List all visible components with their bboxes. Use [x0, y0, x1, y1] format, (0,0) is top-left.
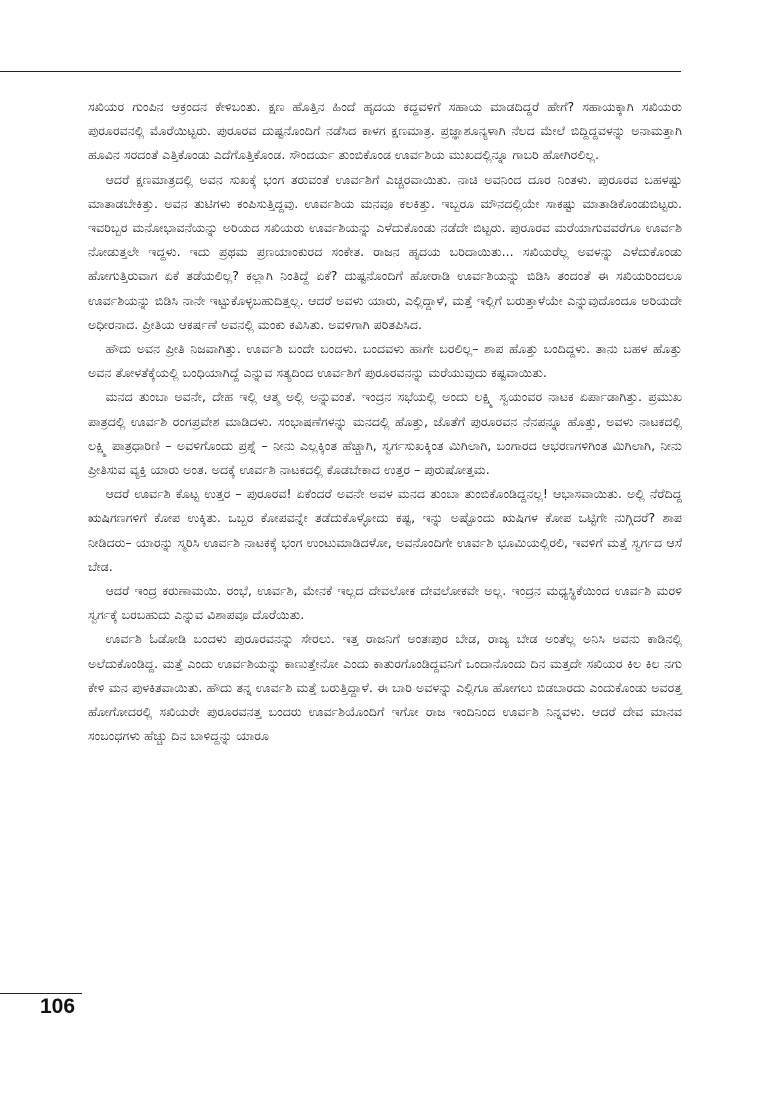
paragraph: ಹೌದು ಅವನ ಪ್ರೀತಿ ನಿಜವಾಗಿತ್ತು. ಊರ್ವಶಿ ಬಂದೇ ಬಂದಳು. ಬಂದವಳು ಹಾಗೇ ಬರಲಿಲ್ಲ– ಶಾಪ ಹೊತ್ತು ಬಂದಿದ್ದಳು. ತಾನು ಬಹಳ ಹೊತ್ತು ಅವನ ತೋಳತೆಕ್ಕೆಯಲ್ಲಿ ಬಂಧಿಯಾಗಿದ್ದೆ ಎನ್ನುವ ಸತ್ಯದಿಂದ ಊರ್ವಶಿಗೆ ಪುರೂರವನನ್ನು ಮರೆಯುವುದು ಕಷ್ಟವಾಯಿತು. — [88, 341, 682, 381]
paragraph: ಆದರೆ ಇಂದ್ರ ಕರುಣಾಮಯಿ. ರಂಭೆ, ಊರ್ವಶಿ, ಮೇನಕೆ ಇಲ್ಲದ ದೇವಲೋಕ ದೇವಲೋಕವೇ ಅಲ್ಲ. ಇಂದ್ರನ ಮಧ್ಯಸ್ಥಿಕೆಯಿಂದ ಊರ್ವಶಿ ಮರಳಿ ಸ್ವರ್ಗಕ್ಕೆ ಬರಬಹುದು ಎನ್ನುವ ವಿಶಾಪವೂ ದೊರೆಯಿತು. — [88, 583, 682, 623]
page-number: 106 — [40, 995, 76, 1018]
header-rule — [0, 71, 681, 72]
paragraph: ಮನದ ತುಂಬಾ ಅವನೇ, ದೇಹ ಇಲ್ಲಿ ಆತ್ಮ ಅಲ್ಲಿ ಅನ್ನುವಂತೆ. ಇಂದ್ರನ ಸಭೆಯಲ್ಲಿ ಅಂದು ಲಕ್ಷ್ಮಿ ಸ್ವಯಂವರ ನಾಟಕ ಏರ್ಪಾಡಾಗಿತ್ತು. ಪ್ರಮುಖ ಪಾತ್ರದಲ್ಲಿ ಊರ್ವಶಿ ರಂಗಪ್ರವೇಶ ಮಾಡಿದಳು. ಸಂಭಾಷಣೆಗಳನ್ನು ಮನದಲ್ಲಿ ಹೊತ್ತು, ಜೊತೆಗೆ ಪುರೂರವನ ನೆನಪನ್ನೂ ಹೊತ್ತು, ಅವಳು ನಾಟಕದಲ್ಲಿ ಲಕ್ಷ್ಮಿ ಪಾತ್ರಧಾರಿಣಿ – ಅವಳಿಗೊಂದು ಪ್ರಶ್ನೆ – ನೀನು ಎಲ್ಲಕ್ಕಿಂತ ಹೆಚ್ಚಾಗಿ, ಸ್ವರ್ಗಸುಖಕ್ಕಿಂತ ಮಿಗಿಲಾಗಿ, ಬಂಗಾರದ ಆಭರಣಗಳಿಗಿಂತ ಮಿಗಿಲಾಗಿ, ನೀನು ಪ್ರೀತಿಸುವ ವ್ಯಕ್ತಿ ಯಾರು ಅಂತ. ಅದಕ್ಕೆ ಊರ್ವಶಿ ನಾಟಕದಲ್ಲಿ ಕೊಡಬೇಕಾದ ಉತ್ತರ – ಪುರುಷೋತ್ತಮ. — [88, 389, 682, 478]
paragraph: ಊರ್ವಶಿ ಓಡೋಡಿ ಬಂದಳು ಪುರೂರವನನ್ನು ಸೇರಲು. ಇತ್ತ ರಾಜನಿಗೆ ಅಂತಃಪುರ ಬೇಡ, ರಾಜ್ಯ ಬೇಡ ಅಂತೆಲ್ಲ ಅನಿಸಿ ಅವನು ಕಾಡಿನಲ್ಲಿ ಅಲೆದುಕೊಂಡಿದ್ದ. ಮತ್ತೆ ಎಂದು ಊರ್ವಶಿಯನ್ನು ಕಾಣುತ್ತೇನೋ ಎಂದು ಕಾತುರಗೊಂಡಿದ್ದವನಿಗೆ ಒಂದಾನೊಂದು ದಿನ ಮತ್ತದೇ ಸಖಿಯರ ಕಿಲ ಕಿಲ ನಗು ಕೇಳಿ ಮನ ಪುಳಕಿತವಾಯಿತು. ಹೌದು ತನ್ನ ಊರ್ವಶಿ ಮತ್ತೆ ಬರುತ್ತಿದ್ದಾಳೆ. ಈ ಬಾರಿ ಅವಳನ್ನು ಎಲ್ಲಿಗೂ ಹೋಗಲು ಬಿಡಬಾರದು ಎಂದುಕೊಂಡು ಅವರತ್ತ ಹೋಗೋದರಲ್ಲಿ ಸಖಿಯರೇ ಪುರೂರವನತ್ತ ಬಂದರು ಊರ್ವಶಿಯೊಂದಿಗೆ ಇಗೋ ರಾಜ ಇಂದಿನಿಂದ ಊರ್ವಶಿ ನಿನ್ನವಳು. ಆದರೆ ದೇವ ಮಾನವ ಸಂಬಂಧಗಳು ಹೆಚ್ಚು ದಿನ ಬಾಳಿದ್ದನ್ನು ಯಾರೂ — [88, 631, 682, 744]
paragraph: ಸಖಿಯರ ಗುಂಪಿನ ಆಕ್ರಂದನ ಕೇಳಿಬಂತು. ಕ್ಷಣ ಹೊತ್ತಿನ ಹಿಂದೆ ಹೃದಯ ಕದ್ದವಳಿಗೆ ಸಹಾಯ ಮಾಡದಿದ್ದರೆ ಹೇಗೆ? ಸಹಾಯಕ್ಕಾಗಿ ಸಖಿಯರು ಪುರೂರವನಲ್ಲಿ ಮೊರೆಯಿಟ್ಟರು. ಪುರೂರವ ದುಷ್ಟನೊಂದಿಗೆ ನಡೆಸಿದ ಕಾಳಗ ಕ್ಷಣಮಾತ್ರ. ಪ್ರಜ್ಞಾಶೂನ್ಯಳಾಗಿ ನೆಲದ ಮೇಲೆ ಬಿದ್ದಿದ್ದವಳನ್ನು ಅನಾಮತ್ತಾಗಿ ಹೂವಿನ ಸರದಂತೆ ಎತ್ತಿಕೊಂಡು ಎದೆಗೊತ್ತಿಕೊಂಡ. ಸೌಂದರ್ಯ ತುಂಬಿಕೊಂಡ ಊರ್ವಶಿಯ ಮುಖದಲ್ಲಿನ್ನೂ ಗಾಬರಿ ಹೋಗಿರಲಿಲ್ಲ. — [88, 99, 682, 163]
paragraph: ಆದರೆ ಕ್ಷಣಮಾತ್ರದಲ್ಲಿ ಅವನ ಸುಖಕ್ಕೆ ಭಂಗ ತರುವಂತೆ ಊರ್ವಶಿಗೆ ಎಚ್ಚರವಾಯಿತು. ನಾಚಿ ಅವನಿಂದ ದೂರ ನಿಂತಳು. ಪುರೂರವ ಬಹಳಷ್ಟು ಮಾತಾಡಬೇಕಿತ್ತು. ಅವನ ತುಟಿಗಳು ಕಂಪಿಸುತ್ತಿದ್ದವು. ಊರ್ವಶಿಯ ಮನವೂ ಕಲಕಿತ್ತು. ಇಬ್ಬರೂ ಮೌನದಲ್ಲಿಯೇ ಸಾಕಷ್ಟು ಮಾತಾಡಿಕೊಂಡುಬಿಟ್ಟರು. ಇವರಿಬ್ಬರ ಮನೋಭಾವನೆಯನ್ನು ಅರಿಯದ ಸಖಿಯರು ಊರ್ವಶಿಯನ್ನು ಎಳೆದುಕೊಂಡು ನಡೆದೇ ಬಿಟ್ಟರು. ಪುರೂರವ ಮರೆಯಾಗುವವರೆಗೂ ಊರ್ವಶಿ ನೋಡುತ್ತಲೇ ಇದ್ದಳು. ಇದು ಪ್ರಥಮ ಪ್ರಣಯಾಂಕುರದ ಸಂಕೇತ. ರಾಜನ ಹೃದಯ ಬರಿದಾಯಿತು... ಸಖಿಯರೆಲ್ಲ ಅವಳನ್ನು ಎಳೆದುಕೊಂಡು ಹೋಗುತ್ತಿರುವಾಗ ಏಕೆ ತಡೆಯಲಿಲ್ಲ? ಕಲ್ಲಾಗಿ ನಿಂತಿದ್ದೆ ಏಕೆ? ದುಷ್ಟನೊಂದಿಗೆ ಹೋರಾಡಿ ಊರ್ವಶಿಯನ್ನು ಬಿಡಿಸಿ ತಂದಂತೆ ಈ ಸಖಿಯರಿಂದಲೂ ಊರ್ವಶಿಯನ್ನು ಬಿಡಿಸಿ ನಾನೇ ಇಟ್ಟುಕೊಳ್ಳಬಹುದಿತ್ತಲ್ಲ. ಆದರೆ ಅವಳು ಯಾರು, ಎಲ್ಲಿದ್ದಾಳೆ, ಮತ್ತೆ ಇಲ್ಲಿಗೆ ಬರುತ್ತಾಳೆಯೇ ಎನ್ನುವುದೊಂದೂ ಅರಿಯದೇ ಅಧೀರನಾದ. ಪ್ರೀತಿಯ ಆಕರ್ಷಣೆ ಅವನಲ್ಲಿ ಮಂಕು ಕವಿಸಿತು. ಅವಳಿಗಾಗಿ ಪರಿತಪಿಸಿದ. — [88, 171, 682, 332]
paragraph: ಆದರೆ ಊರ್ವಶಿ ಕೊಟ್ಟ ಉತ್ತರ – ಪುರೂರವ! ಏಕೆಂದರೆ ಅವನೇ ಅವಳ ಮನದ ತುಂಬಾ ತುಂಬಿಕೊಂಡಿದ್ದನಲ್ಲ! ಆಭಾಸವಾಯಿತು. ಅಲ್ಲಿ ನೆರೆದಿದ್ದ ಋಷಿಗಣಗಳಿಗೆ ಕೋಪ ಉಕ್ಕಿತು. ಒಬ್ಬರ ಕೋಪವನ್ನೇ ತಡೆದುಕೊಳ್ಳೋದು ಕಷ್ಟ, ಇನ್ನು ಅಷ್ಟೊಂದು ಋಷಿಗಳ ಕೋಪ ಒಟ್ಟಿಗೇ ನುಗ್ಗಿದರೆ? ಶಾಪ ನೀಡಿದರು– ಯಾರನ್ನು ಸ್ಮರಿಸಿ ಊರ್ವಶಿ ನಾಟಕಕ್ಕೆ ಭಂಗ ಉಂಟುಮಾಡಿದಳೋ, ಅವನೊಂದಿಗೇ ಊರ್ವಶಿ ಭೂಮಿಯಲ್ಲಿರಲಿ, ಇವಳಿಗೆ ಮತ್ತೆ ಸ್ವರ್ಗದ ಆಸೆ ಬೇಡ. — [88, 486, 682, 574]
page-body — [88, 95, 682, 748]
